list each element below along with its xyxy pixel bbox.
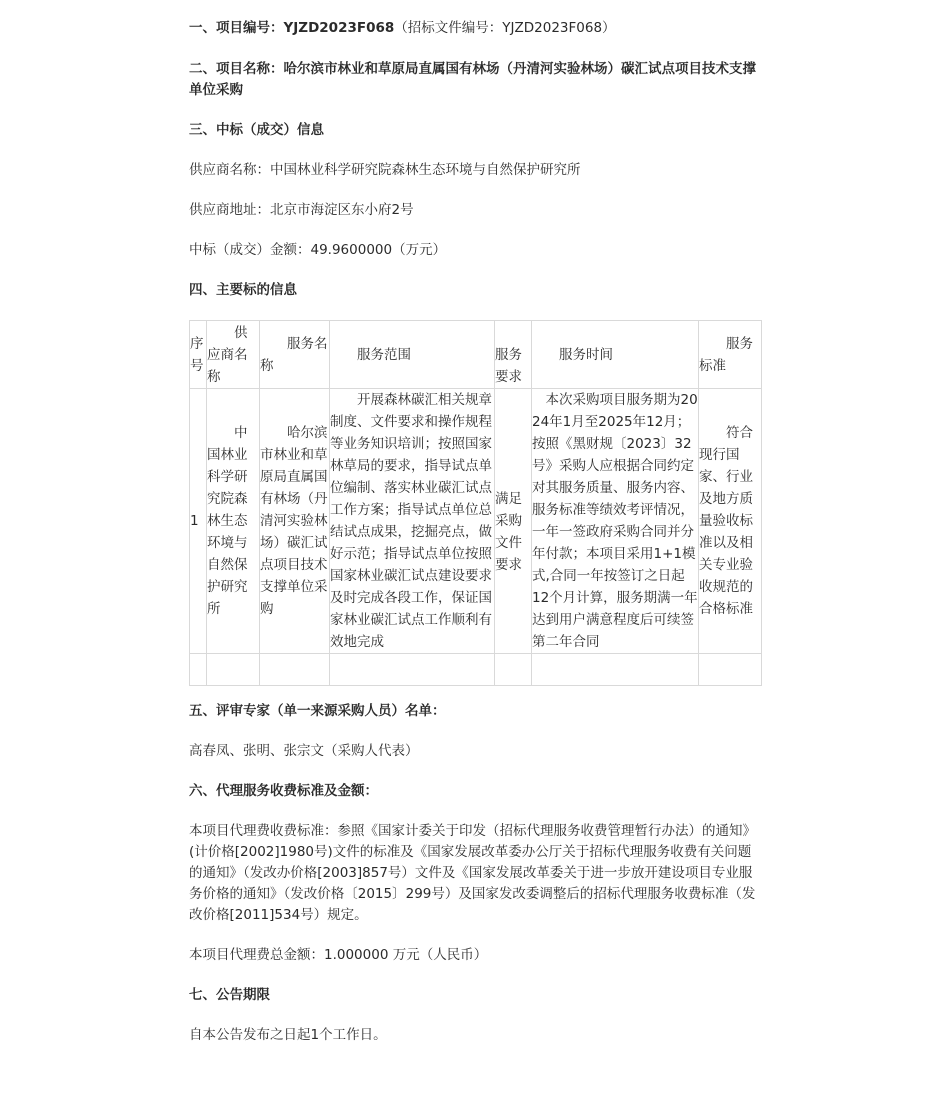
main-subject-heading: 四、主要标的信息 (189, 282, 297, 298)
row-no: 1 (190, 389, 207, 654)
tender-document-number: （招标文件编号：YJZD2023F068） (394, 20, 616, 36)
agency-fee-total: 本项目代理费总金额：1.000000 万元（人民币） (189, 947, 488, 963)
experts-list: 高春凤、张明、张宗文（采购人代表） (189, 743, 419, 759)
supplier-address: 供应商地址：北京市海淀区东小府2号 (189, 202, 414, 218)
header-service-name: 服务名称 (260, 321, 330, 389)
notice-period-heading: 七、公告期限 (189, 987, 270, 1003)
announcement-body (189, 18, 761, 1046)
row-standard: 符合现行国家、行业及地方质量验收标准以及相关专业验收规范的合格标准 (699, 389, 762, 654)
award-amount: 中标（成交）金额：49.9600000（万元） (189, 242, 447, 258)
agency-fee-standard: 本项目代理费收费标准：参照《国家计委关于印发（招标代理服务收费管理暂行办法）的通知》(计价格[2002]1980号)文件的标准及《国家发展改革委办公厅关于招标代理服务收费有关问题的通知》（发改办价格[2003]857号）文件及《国家发展改革委关于进一步放开建设项目专业服务价格的通知》（发改价格〔2015〕299号）及国家发改委调整后的招标代理服务收费标准（发改价格[2011]534号）规定。 (189, 823, 756, 923)
project-number (189, 18, 761, 39)
experts-heading: 五、评审专家（单一来源采购人员）名单： (189, 703, 446, 719)
row-time: 本次采购项目服务期为2024年1月至2025年12月；按照《黑财规〔2023〕32号》采购人应根据合同约定对其服务质量、服务内容、服务标准等绩效考评情况，一年一签政府采购合同并分年付款；本项目采用1+1模式,合同一年按签订之日起 12个月计算，服务期满一年达到用户满意程度后可续签第二年合同 (532, 389, 699, 654)
header-no: 序号 (190, 321, 207, 389)
supplier-name: 供应商名称：中国林业科学研究院森林生态环境与自然保护研究所 (189, 162, 581, 178)
row-scope: 开展森林碳汇相关规章制度、文件要求和操作规程等业务知识培训；按照国家林草局的要求，指导试点单位编制、落实林业碳汇试点工作方案；指导试点单位总结试点成果，挖掘亮点，做好示范；指导试点单位按照国家林业碳汇试点建设要求及时完成各段工作，保证国家林业碳汇试点工作顺利有效地完成 (330, 389, 495, 654)
row-requirement: 满足采购文件要求 (495, 389, 532, 654)
header-supplier: 供应商名称 (207, 321, 260, 389)
row-supplier: 中国林业科学研究院森林生态环境与自然保护研究所 (207, 389, 260, 654)
award-info-heading: 三、中标（成交）信息 (189, 122, 324, 138)
row-service-name: 哈尔滨市林业和草原局直属国有林场（丹清河实验林场）碳汇试点项目技术支撑单位采购 (260, 389, 330, 654)
table-row (190, 389, 762, 654)
main-subject-table (189, 320, 762, 686)
agency-fee-heading: 六、代理服务收费标准及金额： (189, 783, 378, 799)
header-time: 服务时间 (532, 321, 699, 389)
project-number-heading: 一、项目编号：YJZD2023F068 (189, 20, 395, 36)
header-standard: 服务标准 (699, 321, 762, 389)
project-name-heading: 二、项目名称：哈尔滨市林业和草原局直属国有林场（丹清河实验林场）碳汇试点项目技术支撑单位采购 (189, 61, 756, 98)
header-scope: 服务范围 (330, 321, 495, 389)
table-empty-row (190, 654, 762, 686)
table-header-row (190, 321, 762, 389)
notice-period-text: 自本公告发布之日起1个工作日。 (189, 1027, 387, 1043)
header-requirement: 服务要求 (495, 321, 532, 389)
